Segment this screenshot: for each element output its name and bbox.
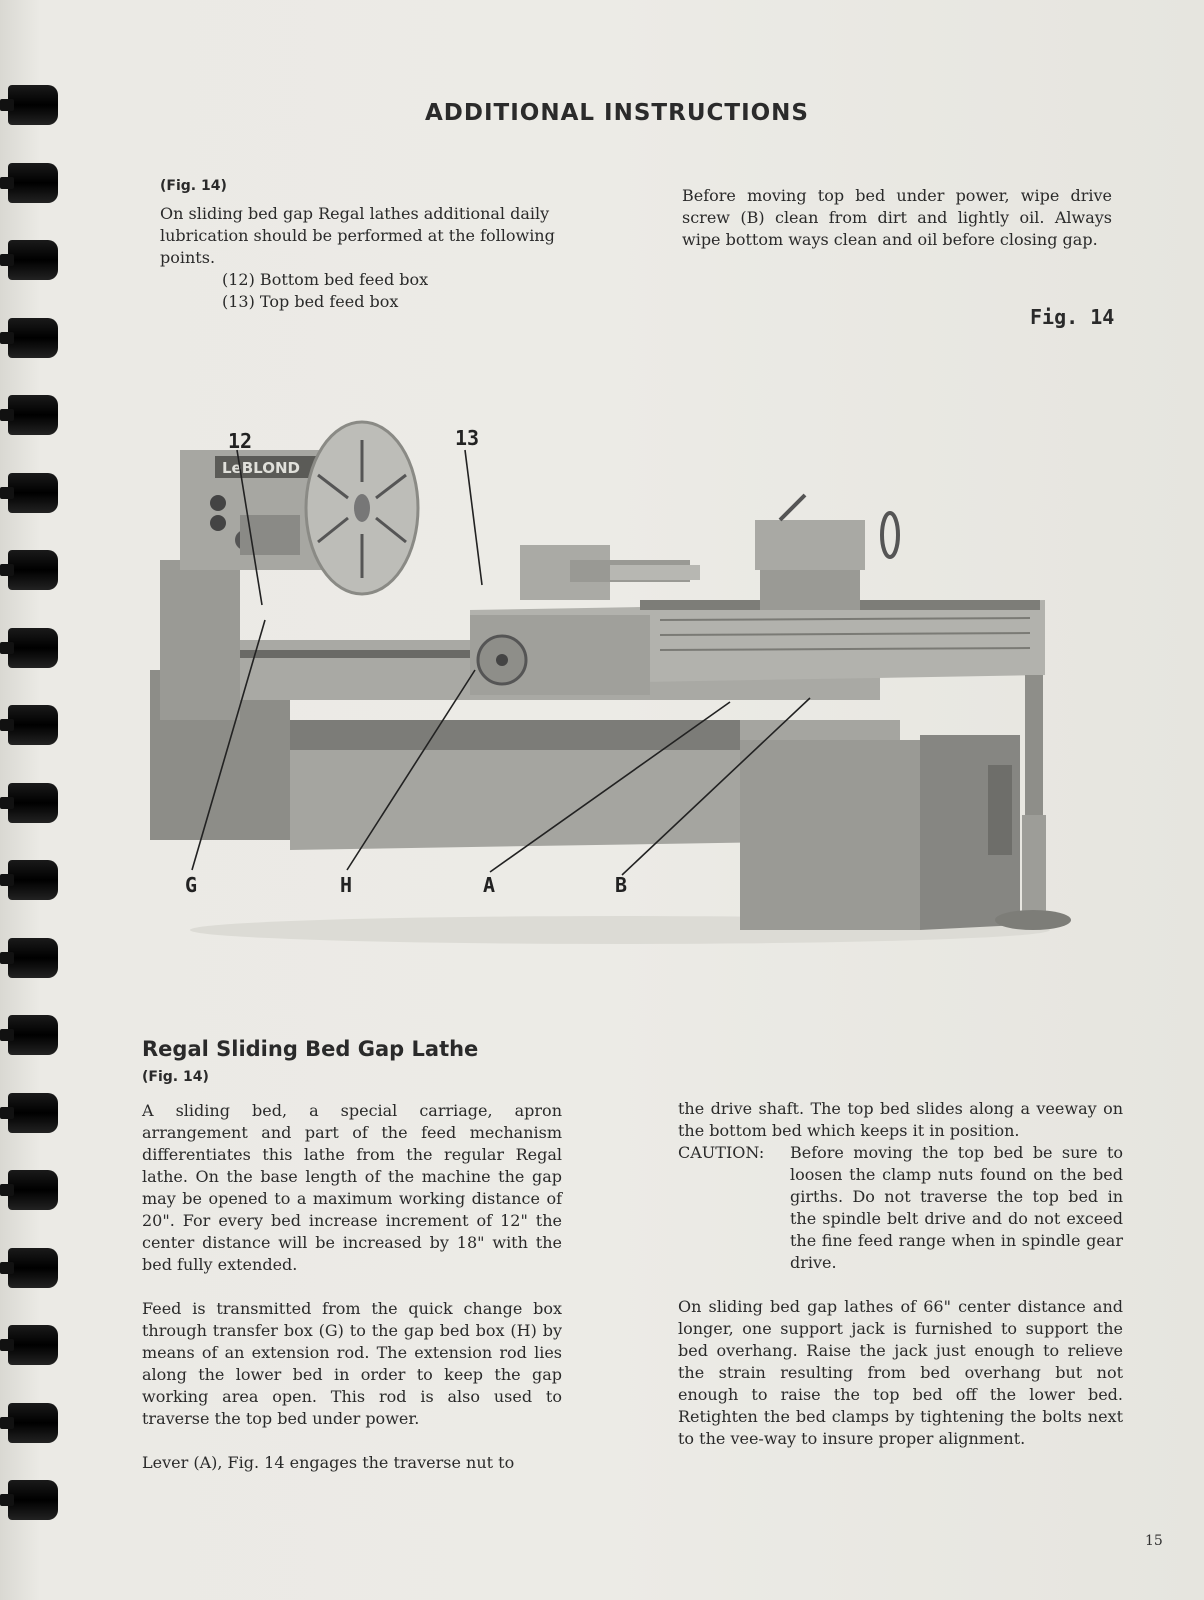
caution-note bbox=[678, 1142, 1123, 1274]
callout-b: B bbox=[615, 873, 628, 897]
lubrication-intro: On sliding bed gap Regal lathes additional daily lubrication should be performed at the following points. bbox=[160, 204, 555, 267]
section-heading: Regal Sliding Bed Gap Lathe bbox=[142, 1037, 479, 1061]
paragraph-sliding-bed: A sliding bed, a special carriage, apron arrangement and part of the feed mechanism differentiates this lathe from the regular Regal lathe. On the base length of the machine the gap may be opened to a maximum working distance of 20". For every bed increase increment of 12" the center distance will be increased by 18" with the bed fully extended. bbox=[142, 1101, 562, 1274]
lubrication-point: (13) Top bed feed box bbox=[222, 292, 399, 311]
brand-logo: LeBLOND bbox=[222, 459, 300, 477]
top-right-text: Before moving top bed under power, wipe drive screw (B) clean from dirt and lightly oil. Always wipe bottom ways clean and oil before closing gap. bbox=[682, 186, 1112, 249]
figure-label: Fig. 14 bbox=[1030, 305, 1115, 329]
paragraph-lever: Lever (A), Fig. 14 engages the traverse nut to bbox=[142, 1453, 515, 1472]
paragraph-support-jack: On sliding bed gap lathes of 66" center distance and longer, one support jack is furnished to support the bed overhang. Raise the jack just enough to relieve the strain resulting from bed overhang but not enough to raise the top bed off the lower bed. Retighten the bed clamps by tightening the bolts next to the vee-way to insure proper alignment. bbox=[678, 1297, 1123, 1448]
caution-label: CAUTION: bbox=[678, 1143, 765, 1162]
lubrication-point: (12) Bottom bed feed box bbox=[222, 270, 429, 289]
callout-a: A bbox=[483, 873, 496, 897]
paragraph-drive-shaft: the drive shaft. The top bed slides along a veeway on the bottom bed which keeps it in position. bbox=[678, 1099, 1123, 1140]
callout-h: H bbox=[340, 873, 353, 897]
page-number: 15 bbox=[1145, 1533, 1163, 1549]
fig-reference: (Fig. 14) bbox=[160, 178, 227, 194]
callout-12: 12 bbox=[228, 429, 253, 453]
lathe-figure bbox=[140, 420, 1100, 960]
page-title: ADDITIONAL INSTRUCTIONS bbox=[425, 100, 809, 126]
spiral-binding bbox=[0, 70, 60, 1570]
section-fig-reference: (Fig. 14) bbox=[142, 1069, 209, 1085]
top-left-text bbox=[160, 175, 575, 313]
callout-g: G bbox=[185, 873, 198, 897]
paragraph-feed: Feed is transmitted from the quick change box through transfer box (G) to the gap bed box (H) by means of an extension rod. The extension rod lies along the lower bed in order to keep the gap working area open. This rod is also used to traverse the top bed under power. bbox=[142, 1299, 562, 1428]
caution-text: Before moving the top bed be sure to loosen the clamp nuts found on the bed girths. Do not traverse the top bed in the spindle belt drive and do not exceed the fine feed range when in spindle gear drive. bbox=[790, 1143, 1123, 1272]
callout-13: 13 bbox=[455, 426, 480, 450]
right-column bbox=[678, 1098, 1123, 1450]
left-column bbox=[142, 1038, 562, 1474]
